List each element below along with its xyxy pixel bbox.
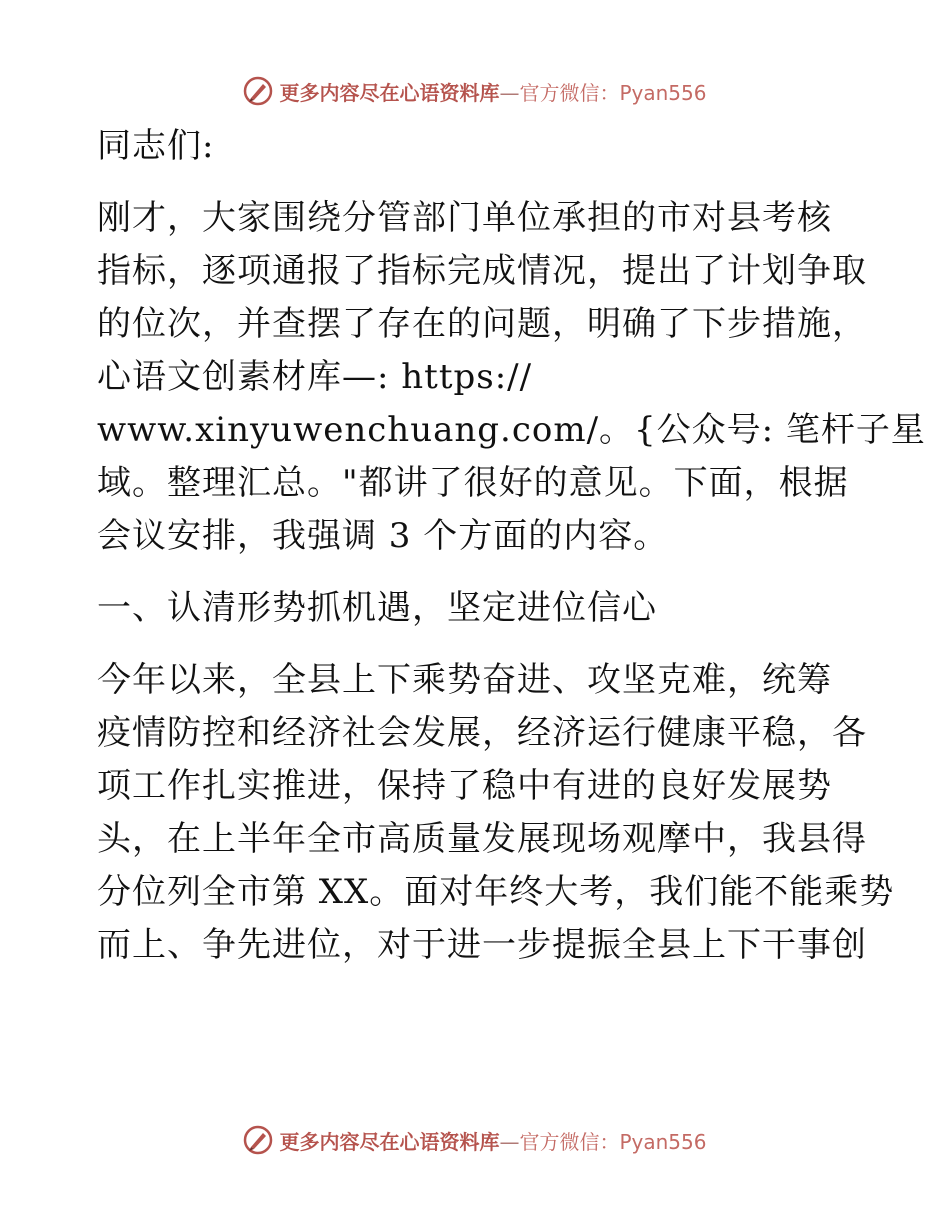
paragraph-line: 指标，逐项通报了指标完成情况，提出了计划争取 [97,251,867,291]
watermark-contact: 官方微信：Pyan556 [519,80,707,105]
paragraph-1 [97,192,926,563]
footer-watermark [0,1120,950,1160]
watermark-brand: 更多内容尽在心语资料库 [279,80,500,105]
paragraph-line: 今年以来，全县上下乘势奋进、攻坚克难，统筹 [97,660,832,700]
paragraph-line: 心语文创素材库—: https:// [97,357,533,397]
paragraph-line: 而上、争先进位，对于进一步提振全县上下干事创 [97,925,867,965]
paragraph-line: 分位列全市第 XX。面对年终大考，我们能不能乘势 [97,872,895,912]
paragraph-line: 域。整理汇总。"都讲了很好的意见。下面，根据 [97,463,849,503]
paragraph-line: 会议安排，我强调 3 个方面的内容。 [97,516,669,556]
salutation: 同志们: [97,126,215,166]
paragraph-line: 头，在上半年全市高质量发展现场观摩中，我县得 [97,819,867,859]
section-heading: 一、认清形势抓机遇，坚定进位信心 [97,588,657,628]
watermark-contact: 官方微信：Pyan556 [519,1129,707,1154]
watermark-separator: — [499,1129,520,1154]
paragraph-line: 项工作扎实推进，保持了稳中有进的良好发展势 [97,766,832,806]
paragraph-line: www.xinyuwenchuang.com/。{公众号: 笔杆子星 [97,410,926,450]
paragraph-line: 疫情防控和经济社会发展，经济运行健康平稳，各 [97,713,867,753]
pen-logo-icon [243,76,273,106]
pen-logo-icon [243,1125,273,1155]
paragraph-line: 的位次，并查摆了存在的问题，明确了下步措施， [97,304,867,344]
document-body [97,120,926,972]
watermark-brand: 更多内容尽在心语资料库 [279,1129,500,1154]
paragraph-line: 刚才，大家围绕分管部门单位承担的市对县考核 [97,198,832,238]
paragraph-2 [97,654,895,972]
header-watermark [0,71,950,111]
watermark-separator: — [499,80,520,105]
